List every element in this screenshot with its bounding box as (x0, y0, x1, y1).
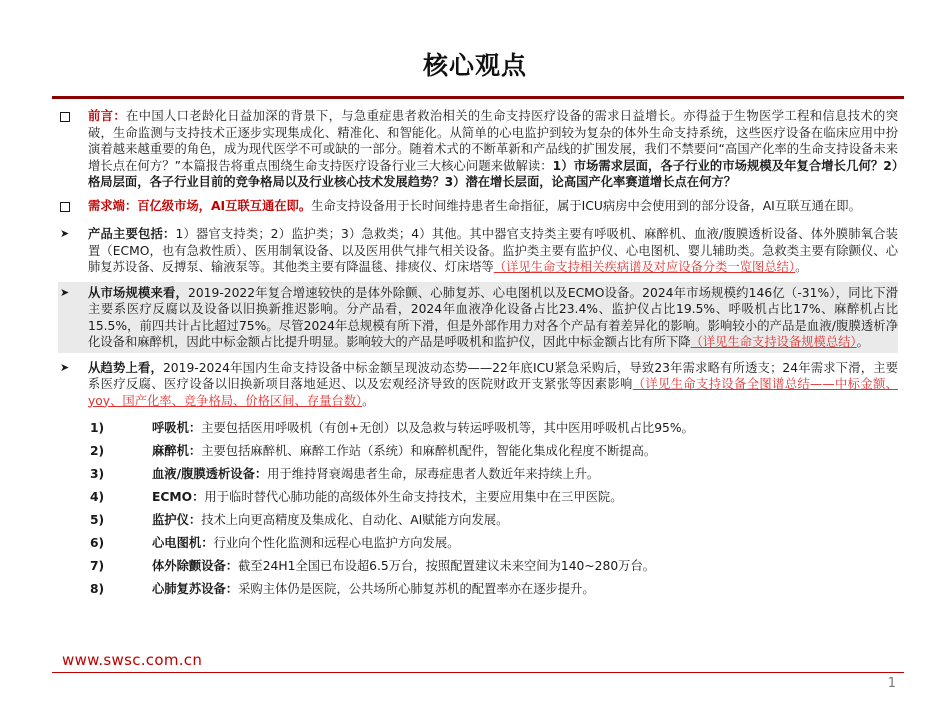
market-link[interactable]: （详见生命支持设备规模总结） (690, 335, 857, 349)
trend-block (58, 357, 898, 412)
preface-questions: 1）市场需求层面，各子行业的市场规模及年复合增长几何？2）格局层面，各子行业目前的竞争格局以及行业核心技术发展趋势？3）潜在增长层面，论高国产化率赛道增长点在何方？ (88, 158, 899, 189)
arrow-bullet-icon: ➤ (60, 227, 70, 240)
market-body: 2019-2022年复合增速较快的是体外除颤、心肺复苏、心电图机以及ECMO设备。2024年市场规模约146亿（-31%），同比下滑主要系医疗反腐以及设备以旧换新推迟影响。分产品看，2024年血液净化设备占比23.4%、监护仪占比19.5%、呼吸机占比17%、麻醉机占比15.5%，前四共计占比超过75%。尽管2024年总规模有所下滑，但是外部作用力对各个产品有着差异化的影响。影响较小的产品是血液/腹膜透析净化设备和麻醉机，因此中标金额占比提升明显。影响较大的产品是呼吸机和监护仪，因此中标金额占比有所下降 (88, 285, 898, 349)
list-item-name: 心电图机： (152, 536, 214, 551)
list-item-name: 麻醉机： (152, 444, 202, 459)
list-number: 6) (90, 536, 105, 551)
list-item-name: 血液/腹膜透析设备： (152, 467, 268, 482)
page-title: 核心观点 (422, 51, 527, 80)
list-item-name: ECMO： (152, 490, 205, 505)
list-item-name: 监护仪： (152, 513, 202, 528)
list-item-desc: 用于临时替代心肺功能的高级体外生命支持技术，主要应用集中在三甲医院。 (204, 490, 623, 505)
preface-text (88, 108, 898, 191)
title-divider (52, 96, 904, 99)
market-tail: 。 (856, 335, 869, 349)
products-tail: 。 (795, 260, 808, 274)
list-item (58, 509, 898, 532)
list-number: 5) (90, 513, 105, 528)
market-block (58, 282, 898, 353)
list-number: 8) (90, 582, 105, 597)
square-bullet-icon (58, 198, 88, 218)
list-item-desc: 主要包括麻醉机、麻醉工作站（系统）和麻醉机配件，智能化集成化程度不断提高。 (201, 444, 657, 459)
demand-block (58, 195, 898, 220)
products-text (88, 226, 898, 276)
list-item-desc: 主要包括医用呼吸机（有创+无创）以及急救与转运呼吸机等，其中医用呼吸机占比95%。 (201, 421, 694, 436)
list-item-desc: 技术上向更高精度及集成化、自动化、AI赋能方向发展。 (201, 513, 509, 528)
products-body: 1）器官支持类；2）监护类；3）急救类；4）其他。其中器官支持类主要有呼吸机、麻醉机、血液/腹膜透析设备、体外膜肺氧合装置（ECMO，也有急救性质）、医用制氧设备、以及医用供气排气相关设备。监护类主要有监护仪、心电图机、婴儿辅助类。急救类主要有除颤仪、心肺复苏设备、反搏泵、输液泵等。其他类主要有降温毯、排痰仪、灯床塔等 (88, 227, 898, 274)
arrow-bullet-icon: ➤ (60, 285, 70, 299)
list-item-name: 体外除颤设备： (152, 559, 239, 574)
preface-body: 在中国人口老龄化日益加深的背景下，与急重症患者救治相关的生命支持医疗设备的需求日益增长。亦得益于生物医学工程和信息技术的突破，生命监测与支持技术正逐步实现集成化、精准化、和智能化。从简单的心电监护到较为复杂的体外生命支持系统，这些医疗设备在临床应用中扮演着越来越重要的角色，成为现代医学不可或缺的一部分。随着术式的不断革新和产品线的扩围发展，我们不禁要问“高国产化率的生命支持设备未来增长点在何方？”本篇报告将重点围绕生命支持医疗设备行业三大核心问题来做解读： (88, 109, 898, 173)
list-number: 7) (90, 559, 105, 574)
list-item (58, 440, 898, 463)
products-link[interactable]: （详见生命支持相关疾病谱及对应设备分类一览图总结） (493, 260, 796, 274)
list-item-name: 心肺复苏设备： (152, 582, 239, 597)
page-number: 1 (887, 676, 896, 691)
list-number: 1) (90, 421, 105, 436)
market-label: 从市场规模来看， (88, 285, 189, 300)
products-block (58, 223, 898, 278)
footer-website-link[interactable]: www.swsc.com.cn (62, 651, 203, 669)
square-bullet-icon (58, 108, 88, 128)
list-item (58, 578, 898, 601)
trend-tail: 。 (362, 393, 375, 408)
device-list (58, 417, 898, 601)
preface-block (58, 105, 898, 193)
list-number: 2) (90, 444, 105, 459)
market-text (88, 285, 898, 351)
list-item (58, 555, 898, 578)
list-item (58, 486, 898, 509)
list-item-desc: 行业向个性化监测和远程心电监护方向发展。 (213, 536, 460, 551)
trend-body: 2019-2024年国内生命支持设备中标金额呈现波动态势——22年底ICU紧急采购后，导致23年需求略有所透支；24年需求下滑，主要系医疗反腐、医疗设备以旧换新项目落地延迟、以及宏观经济导致的医院财政开支紧张等因素影响 (88, 360, 898, 391)
list-item-name: 呼吸机： (152, 421, 202, 436)
list-item-desc: 用于维持肾衰竭患者生命，尿毒症患者人数近年来持续上升。 (267, 467, 600, 482)
content-area (58, 105, 898, 601)
list-number: 3) (90, 467, 105, 482)
trend-link[interactable]: （详见生命支持设备全图谱总结——中标金额、yoy、国产化率、竞争格局、价格区间、存量台数） (88, 377, 898, 408)
list-number: 4) (90, 490, 105, 505)
trend-text (88, 360, 898, 410)
demand-label: 需求端：百亿级市场，AI互联互通在即。 (88, 198, 312, 213)
list-item (58, 463, 898, 486)
list-item (58, 532, 898, 555)
footer-divider (52, 672, 904, 673)
list-item-desc: 采购主体仍是医院，公共场所心肺复苏机的配置率亦在逐步提升。 (238, 582, 595, 597)
preface-label: 前言： (88, 109, 126, 123)
products-label: 产品主要包括： (88, 227, 176, 241)
list-item-desc: 截至24H1全国已布设超6.5万台，按照配置建议未来空间为140~280万台。 (238, 559, 656, 574)
list-item (58, 417, 898, 440)
trend-label: 从趋势上看， (88, 360, 163, 375)
arrow-bullet-icon: ➤ (60, 360, 70, 374)
demand-text (88, 198, 898, 215)
demand-body: 生命支持设备用于长时间维持患者生命指征，属于ICU病房中会使用到的部分设备，AI互联互通在即。 (311, 198, 861, 213)
